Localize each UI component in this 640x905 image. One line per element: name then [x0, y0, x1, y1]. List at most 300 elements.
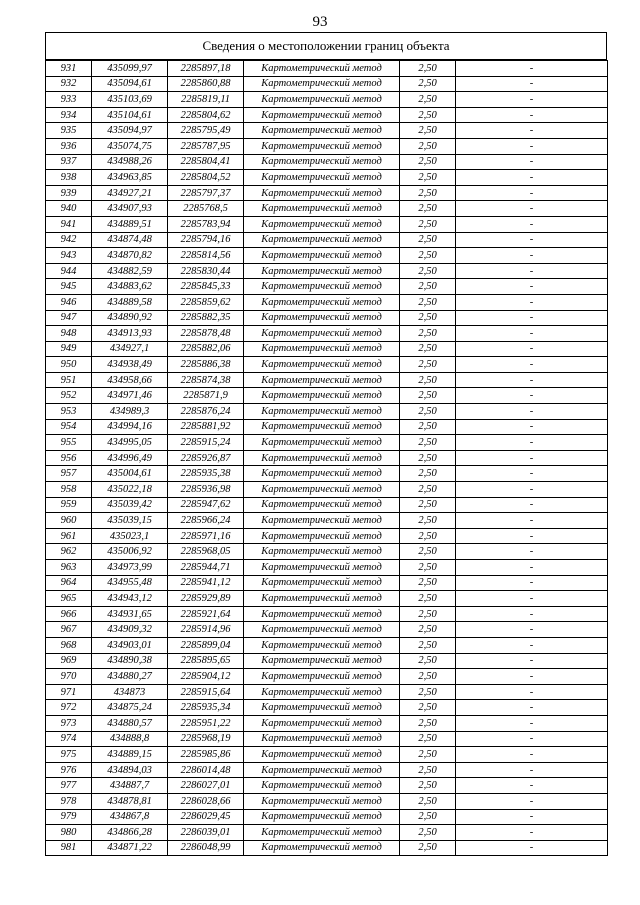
x-coordinate-cell: 434955,48 — [92, 575, 168, 591]
table-row — [46, 92, 608, 108]
method-cell: Картометрический метод — [244, 840, 400, 856]
method-cell: Картометрический метод — [244, 809, 400, 825]
accuracy-cell: 2,50 — [400, 622, 456, 638]
table-row — [46, 419, 608, 435]
y-coordinate-cell: 2286027,01 — [168, 778, 244, 794]
point-number-cell: 947 — [46, 310, 92, 326]
description-cell: - — [456, 497, 608, 513]
y-coordinate-cell: 2285860,88 — [168, 76, 244, 92]
table-row — [46, 653, 608, 669]
accuracy-cell: 2,50 — [400, 372, 456, 388]
table-row — [46, 778, 608, 794]
point-number-cell: 974 — [46, 731, 92, 747]
point-number-cell: 962 — [46, 544, 92, 560]
accuracy-cell: 2,50 — [400, 544, 456, 560]
table-body — [46, 61, 608, 856]
point-number-cell: 953 — [46, 404, 92, 420]
accuracy-cell: 2,50 — [400, 232, 456, 248]
description-cell: - — [456, 513, 608, 529]
method-cell: Картометрический метод — [244, 294, 400, 310]
table-row — [46, 201, 608, 217]
x-coordinate-cell: 435004,61 — [92, 466, 168, 482]
method-cell: Картометрический метод — [244, 232, 400, 248]
description-cell: - — [456, 248, 608, 264]
accuracy-cell: 2,50 — [400, 404, 456, 420]
table-row — [46, 809, 608, 825]
x-coordinate-cell: 434889,15 — [92, 747, 168, 763]
x-coordinate-cell: 434943,12 — [92, 591, 168, 607]
x-coordinate-cell: 434889,58 — [92, 294, 168, 310]
x-coordinate-cell: 434988,26 — [92, 154, 168, 170]
description-cell: - — [456, 279, 608, 295]
y-coordinate-cell: 2285886,38 — [168, 357, 244, 373]
x-coordinate-cell: 434873 — [92, 684, 168, 700]
x-coordinate-cell: 434931,65 — [92, 606, 168, 622]
table-row — [46, 606, 608, 622]
description-cell: - — [456, 294, 608, 310]
table-row — [46, 138, 608, 154]
description-cell: - — [456, 731, 608, 747]
description-cell: - — [456, 747, 608, 763]
accuracy-cell: 2,50 — [400, 825, 456, 841]
point-number-cell: 975 — [46, 747, 92, 763]
x-coordinate-cell: 434889,51 — [92, 216, 168, 232]
accuracy-cell: 2,50 — [400, 762, 456, 778]
table-row — [46, 793, 608, 809]
accuracy-cell: 2,50 — [400, 809, 456, 825]
point-number-cell: 943 — [46, 248, 92, 264]
y-coordinate-cell: 2285915,24 — [168, 435, 244, 451]
method-cell: Картометрический метод — [244, 76, 400, 92]
x-coordinate-cell: 434971,46 — [92, 388, 168, 404]
accuracy-cell: 2,50 — [400, 419, 456, 435]
point-number-cell: 963 — [46, 560, 92, 576]
y-coordinate-cell: 2285804,52 — [168, 170, 244, 186]
y-coordinate-cell: 2285768,5 — [168, 201, 244, 217]
description-cell: - — [456, 170, 608, 186]
point-number-cell: 941 — [46, 216, 92, 232]
accuracy-cell: 2,50 — [400, 606, 456, 622]
x-coordinate-cell: 434883,62 — [92, 279, 168, 295]
table-row — [46, 388, 608, 404]
accuracy-cell: 2,50 — [400, 435, 456, 451]
method-cell: Картометрический метод — [244, 263, 400, 279]
y-coordinate-cell: 2285814,56 — [168, 248, 244, 264]
method-cell: Картометрический метод — [244, 185, 400, 201]
y-coordinate-cell: 2285859,62 — [168, 294, 244, 310]
accuracy-cell: 2,50 — [400, 575, 456, 591]
description-cell: - — [456, 606, 608, 622]
accuracy-cell: 2,50 — [400, 154, 456, 170]
method-cell: Картометрический метод — [244, 653, 400, 669]
method-cell: Картометрический метод — [244, 107, 400, 123]
point-number-cell: 968 — [46, 637, 92, 653]
x-coordinate-cell: 435094,61 — [92, 76, 168, 92]
accuracy-cell: 2,50 — [400, 591, 456, 607]
method-cell: Картометрический метод — [244, 248, 400, 264]
description-cell: - — [456, 123, 608, 139]
x-coordinate-cell: 434927,1 — [92, 341, 168, 357]
y-coordinate-cell: 2285794,16 — [168, 232, 244, 248]
method-cell: Картометрический метод — [244, 357, 400, 373]
x-coordinate-cell: 435006,92 — [92, 544, 168, 560]
description-cell: - — [456, 560, 608, 576]
table-row — [46, 185, 608, 201]
x-coordinate-cell: 434880,27 — [92, 669, 168, 685]
x-coordinate-cell: 434927,21 — [92, 185, 168, 201]
x-coordinate-cell: 434963,85 — [92, 170, 168, 186]
table-row — [46, 248, 608, 264]
point-number-cell: 960 — [46, 513, 92, 529]
y-coordinate-cell: 2285914,96 — [168, 622, 244, 638]
table-row — [46, 357, 608, 373]
x-coordinate-cell: 435104,61 — [92, 107, 168, 123]
table-row — [46, 341, 608, 357]
table-row — [46, 513, 608, 529]
point-number-cell: 931 — [46, 61, 92, 77]
point-number-cell: 951 — [46, 372, 92, 388]
y-coordinate-cell: 2285797,37 — [168, 185, 244, 201]
accuracy-cell: 2,50 — [400, 653, 456, 669]
accuracy-cell: 2,50 — [400, 123, 456, 139]
x-coordinate-cell: 435094,97 — [92, 123, 168, 139]
point-number-cell: 977 — [46, 778, 92, 794]
accuracy-cell: 2,50 — [400, 61, 456, 77]
accuracy-cell: 2,50 — [400, 310, 456, 326]
method-cell: Картометрический метод — [244, 637, 400, 653]
method-cell: Картометрический метод — [244, 684, 400, 700]
table-row — [46, 294, 608, 310]
description-cell: - — [456, 372, 608, 388]
x-coordinate-cell: 435074,75 — [92, 138, 168, 154]
point-number-cell: 958 — [46, 482, 92, 498]
table-row — [46, 372, 608, 388]
y-coordinate-cell: 2285804,62 — [168, 107, 244, 123]
x-coordinate-cell: 435022,18 — [92, 482, 168, 498]
description-cell: - — [456, 419, 608, 435]
y-coordinate-cell: 2285783,94 — [168, 216, 244, 232]
table-row — [46, 216, 608, 232]
accuracy-cell: 2,50 — [400, 731, 456, 747]
y-coordinate-cell: 2285947,62 — [168, 497, 244, 513]
table-row — [46, 107, 608, 123]
y-coordinate-cell: 2285895,65 — [168, 653, 244, 669]
point-number-cell: 966 — [46, 606, 92, 622]
point-number-cell: 973 — [46, 715, 92, 731]
description-cell: - — [456, 637, 608, 653]
x-coordinate-cell: 434907,93 — [92, 201, 168, 217]
table-row — [46, 731, 608, 747]
x-coordinate-cell: 434866,28 — [92, 825, 168, 841]
y-coordinate-cell: 2285929,89 — [168, 591, 244, 607]
table-row — [46, 310, 608, 326]
x-coordinate-cell: 434903,01 — [92, 637, 168, 653]
y-coordinate-cell: 2286048,99 — [168, 840, 244, 856]
table-row — [46, 700, 608, 716]
table-title: Сведения о местоположении границ объекта — [45, 32, 607, 60]
method-cell: Картометрический метод — [244, 591, 400, 607]
method-cell: Картометрический метод — [244, 825, 400, 841]
point-number-cell: 955 — [46, 435, 92, 451]
description-cell: - — [456, 669, 608, 685]
table-row — [46, 232, 608, 248]
point-number-cell: 979 — [46, 809, 92, 825]
accuracy-cell: 2,50 — [400, 466, 456, 482]
method-cell: Картометрический метод — [244, 793, 400, 809]
table-row — [46, 560, 608, 576]
point-number-cell: 942 — [46, 232, 92, 248]
table-row — [46, 482, 608, 498]
point-number-cell: 981 — [46, 840, 92, 856]
method-cell: Картометрический метод — [244, 575, 400, 591]
method-cell: Картометрический метод — [244, 544, 400, 560]
table-row — [46, 622, 608, 638]
method-cell: Картометрический метод — [244, 372, 400, 388]
point-number-cell: 967 — [46, 622, 92, 638]
y-coordinate-cell: 2285915,64 — [168, 684, 244, 700]
accuracy-cell: 2,50 — [400, 107, 456, 123]
method-cell: Картометрический метод — [244, 279, 400, 295]
point-number-cell: 940 — [46, 201, 92, 217]
boundary-table-container — [45, 32, 607, 856]
method-cell: Картометрический метод — [244, 92, 400, 108]
method-cell: Картометрический метод — [244, 419, 400, 435]
description-cell: - — [456, 76, 608, 92]
accuracy-cell: 2,50 — [400, 92, 456, 108]
y-coordinate-cell: 2285876,24 — [168, 404, 244, 420]
accuracy-cell: 2,50 — [400, 528, 456, 544]
y-coordinate-cell: 2285899,04 — [168, 637, 244, 653]
method-cell: Картометрический метод — [244, 747, 400, 763]
description-cell: - — [456, 653, 608, 669]
x-coordinate-cell: 434994,16 — [92, 419, 168, 435]
accuracy-cell: 2,50 — [400, 76, 456, 92]
point-number-cell: 956 — [46, 450, 92, 466]
x-coordinate-cell: 434996,49 — [92, 450, 168, 466]
accuracy-cell: 2,50 — [400, 482, 456, 498]
table-row — [46, 575, 608, 591]
y-coordinate-cell: 2285897,18 — [168, 61, 244, 77]
point-number-cell: 933 — [46, 92, 92, 108]
table-row — [46, 61, 608, 77]
y-coordinate-cell: 2285966,24 — [168, 513, 244, 529]
point-number-cell: 972 — [46, 700, 92, 716]
point-number-cell: 970 — [46, 669, 92, 685]
method-cell: Картометрический метод — [244, 170, 400, 186]
x-coordinate-cell: 434890,38 — [92, 653, 168, 669]
accuracy-cell: 2,50 — [400, 778, 456, 794]
point-number-cell: 961 — [46, 528, 92, 544]
description-cell: - — [456, 528, 608, 544]
accuracy-cell: 2,50 — [400, 294, 456, 310]
x-coordinate-cell: 434938,49 — [92, 357, 168, 373]
y-coordinate-cell: 2285787,95 — [168, 138, 244, 154]
method-cell: Картометрический метод — [244, 326, 400, 342]
description-cell: - — [456, 310, 608, 326]
table-row — [46, 450, 608, 466]
method-cell: Картометрический метод — [244, 622, 400, 638]
y-coordinate-cell: 2285935,34 — [168, 700, 244, 716]
x-coordinate-cell: 434913,93 — [92, 326, 168, 342]
description-cell: - — [456, 466, 608, 482]
method-cell: Картометрический метод — [244, 715, 400, 731]
table-row — [46, 279, 608, 295]
table-row — [46, 684, 608, 700]
table-row — [46, 762, 608, 778]
x-coordinate-cell: 435039,15 — [92, 513, 168, 529]
y-coordinate-cell: 2285968,19 — [168, 731, 244, 747]
accuracy-cell: 2,50 — [400, 201, 456, 217]
description-cell: - — [456, 61, 608, 77]
y-coordinate-cell: 2285944,71 — [168, 560, 244, 576]
method-cell: Картометрический метод — [244, 388, 400, 404]
description-cell: - — [456, 326, 608, 342]
accuracy-cell: 2,50 — [400, 341, 456, 357]
point-number-cell: 969 — [46, 653, 92, 669]
x-coordinate-cell: 435039,42 — [92, 497, 168, 513]
y-coordinate-cell: 2285926,87 — [168, 450, 244, 466]
description-cell: - — [456, 684, 608, 700]
x-coordinate-cell: 434870,82 — [92, 248, 168, 264]
description-cell: - — [456, 762, 608, 778]
y-coordinate-cell: 2285795,49 — [168, 123, 244, 139]
x-coordinate-cell: 434888,8 — [92, 731, 168, 747]
y-coordinate-cell: 2285871,9 — [168, 388, 244, 404]
accuracy-cell: 2,50 — [400, 388, 456, 404]
description-cell: - — [456, 185, 608, 201]
accuracy-cell: 2,50 — [400, 279, 456, 295]
method-cell: Картометрический метод — [244, 762, 400, 778]
table-row — [46, 825, 608, 841]
point-number-cell: 971 — [46, 684, 92, 700]
accuracy-cell: 2,50 — [400, 216, 456, 232]
point-number-cell: 938 — [46, 170, 92, 186]
description-cell: - — [456, 825, 608, 841]
y-coordinate-cell: 2285936,98 — [168, 482, 244, 498]
method-cell: Картометрический метод — [244, 138, 400, 154]
accuracy-cell: 2,50 — [400, 263, 456, 279]
y-coordinate-cell: 2286028,66 — [168, 793, 244, 809]
point-number-cell: 939 — [46, 185, 92, 201]
table-row — [46, 170, 608, 186]
method-cell: Картометрический метод — [244, 123, 400, 139]
method-cell: Картометрический метод — [244, 404, 400, 420]
point-number-cell: 978 — [46, 793, 92, 809]
y-coordinate-cell: 2285921,64 — [168, 606, 244, 622]
y-coordinate-cell: 2286014,48 — [168, 762, 244, 778]
y-coordinate-cell: 2285819,11 — [168, 92, 244, 108]
description-cell: - — [456, 92, 608, 108]
x-coordinate-cell: 434890,92 — [92, 310, 168, 326]
method-cell: Картометрический метод — [244, 669, 400, 685]
method-cell: Картометрический метод — [244, 154, 400, 170]
accuracy-cell: 2,50 — [400, 138, 456, 154]
point-number-cell: 976 — [46, 762, 92, 778]
point-number-cell: 946 — [46, 294, 92, 310]
x-coordinate-cell: 434882,59 — [92, 263, 168, 279]
method-cell: Картометрический метод — [244, 778, 400, 794]
table-row — [46, 840, 608, 856]
accuracy-cell: 2,50 — [400, 248, 456, 264]
accuracy-cell: 2,50 — [400, 840, 456, 856]
description-cell: - — [456, 840, 608, 856]
x-coordinate-cell: 434973,99 — [92, 560, 168, 576]
table-row — [46, 404, 608, 420]
point-number-cell: 934 — [46, 107, 92, 123]
table-row — [46, 76, 608, 92]
point-number-cell: 932 — [46, 76, 92, 92]
y-coordinate-cell: 2286039,01 — [168, 825, 244, 841]
table-row — [46, 154, 608, 170]
y-coordinate-cell: 2285935,38 — [168, 466, 244, 482]
point-number-cell: 937 — [46, 154, 92, 170]
accuracy-cell: 2,50 — [400, 450, 456, 466]
y-coordinate-cell: 2285951,22 — [168, 715, 244, 731]
accuracy-cell: 2,50 — [400, 560, 456, 576]
description-cell: - — [456, 263, 608, 279]
description-cell: - — [456, 216, 608, 232]
description-cell: - — [456, 232, 608, 248]
description-cell: - — [456, 107, 608, 123]
accuracy-cell: 2,50 — [400, 715, 456, 731]
x-coordinate-cell: 435103,69 — [92, 92, 168, 108]
table-row — [46, 497, 608, 513]
x-coordinate-cell: 434878,81 — [92, 793, 168, 809]
table-row — [46, 591, 608, 607]
method-cell: Картометрический метод — [244, 201, 400, 217]
description-cell: - — [456, 622, 608, 638]
y-coordinate-cell: 2285904,12 — [168, 669, 244, 685]
accuracy-cell: 2,50 — [400, 497, 456, 513]
description-cell: - — [456, 591, 608, 607]
accuracy-cell: 2,50 — [400, 684, 456, 700]
method-cell: Картометрический метод — [244, 341, 400, 357]
point-number-cell: 945 — [46, 279, 92, 295]
accuracy-cell: 2,50 — [400, 793, 456, 809]
y-coordinate-cell: 2285971,16 — [168, 528, 244, 544]
method-cell: Картометрический метод — [244, 497, 400, 513]
method-cell: Картометрический метод — [244, 528, 400, 544]
table-row — [46, 715, 608, 731]
method-cell: Картометрический метод — [244, 61, 400, 77]
description-cell: - — [456, 575, 608, 591]
point-number-cell: 950 — [46, 357, 92, 373]
method-cell: Картометрический метод — [244, 466, 400, 482]
table-row — [46, 544, 608, 560]
point-number-cell: 980 — [46, 825, 92, 841]
x-coordinate-cell: 434867,8 — [92, 809, 168, 825]
accuracy-cell: 2,50 — [400, 357, 456, 373]
y-coordinate-cell: 2285881,92 — [168, 419, 244, 435]
x-coordinate-cell: 434909,32 — [92, 622, 168, 638]
method-cell: Картометрический метод — [244, 482, 400, 498]
description-cell: - — [456, 404, 608, 420]
point-number-cell: 957 — [46, 466, 92, 482]
description-cell: - — [456, 154, 608, 170]
method-cell: Картометрический метод — [244, 310, 400, 326]
method-cell: Картометрический метод — [244, 560, 400, 576]
table-row — [46, 637, 608, 653]
x-coordinate-cell: 434880,57 — [92, 715, 168, 731]
page-number: 93 — [312, 14, 328, 30]
x-coordinate-cell: 434875,24 — [92, 700, 168, 716]
accuracy-cell: 2,50 — [400, 669, 456, 685]
method-cell: Картометрический метод — [244, 216, 400, 232]
description-cell: - — [456, 482, 608, 498]
description-cell: - — [456, 450, 608, 466]
table-row — [46, 263, 608, 279]
y-coordinate-cell: 2285882,35 — [168, 310, 244, 326]
